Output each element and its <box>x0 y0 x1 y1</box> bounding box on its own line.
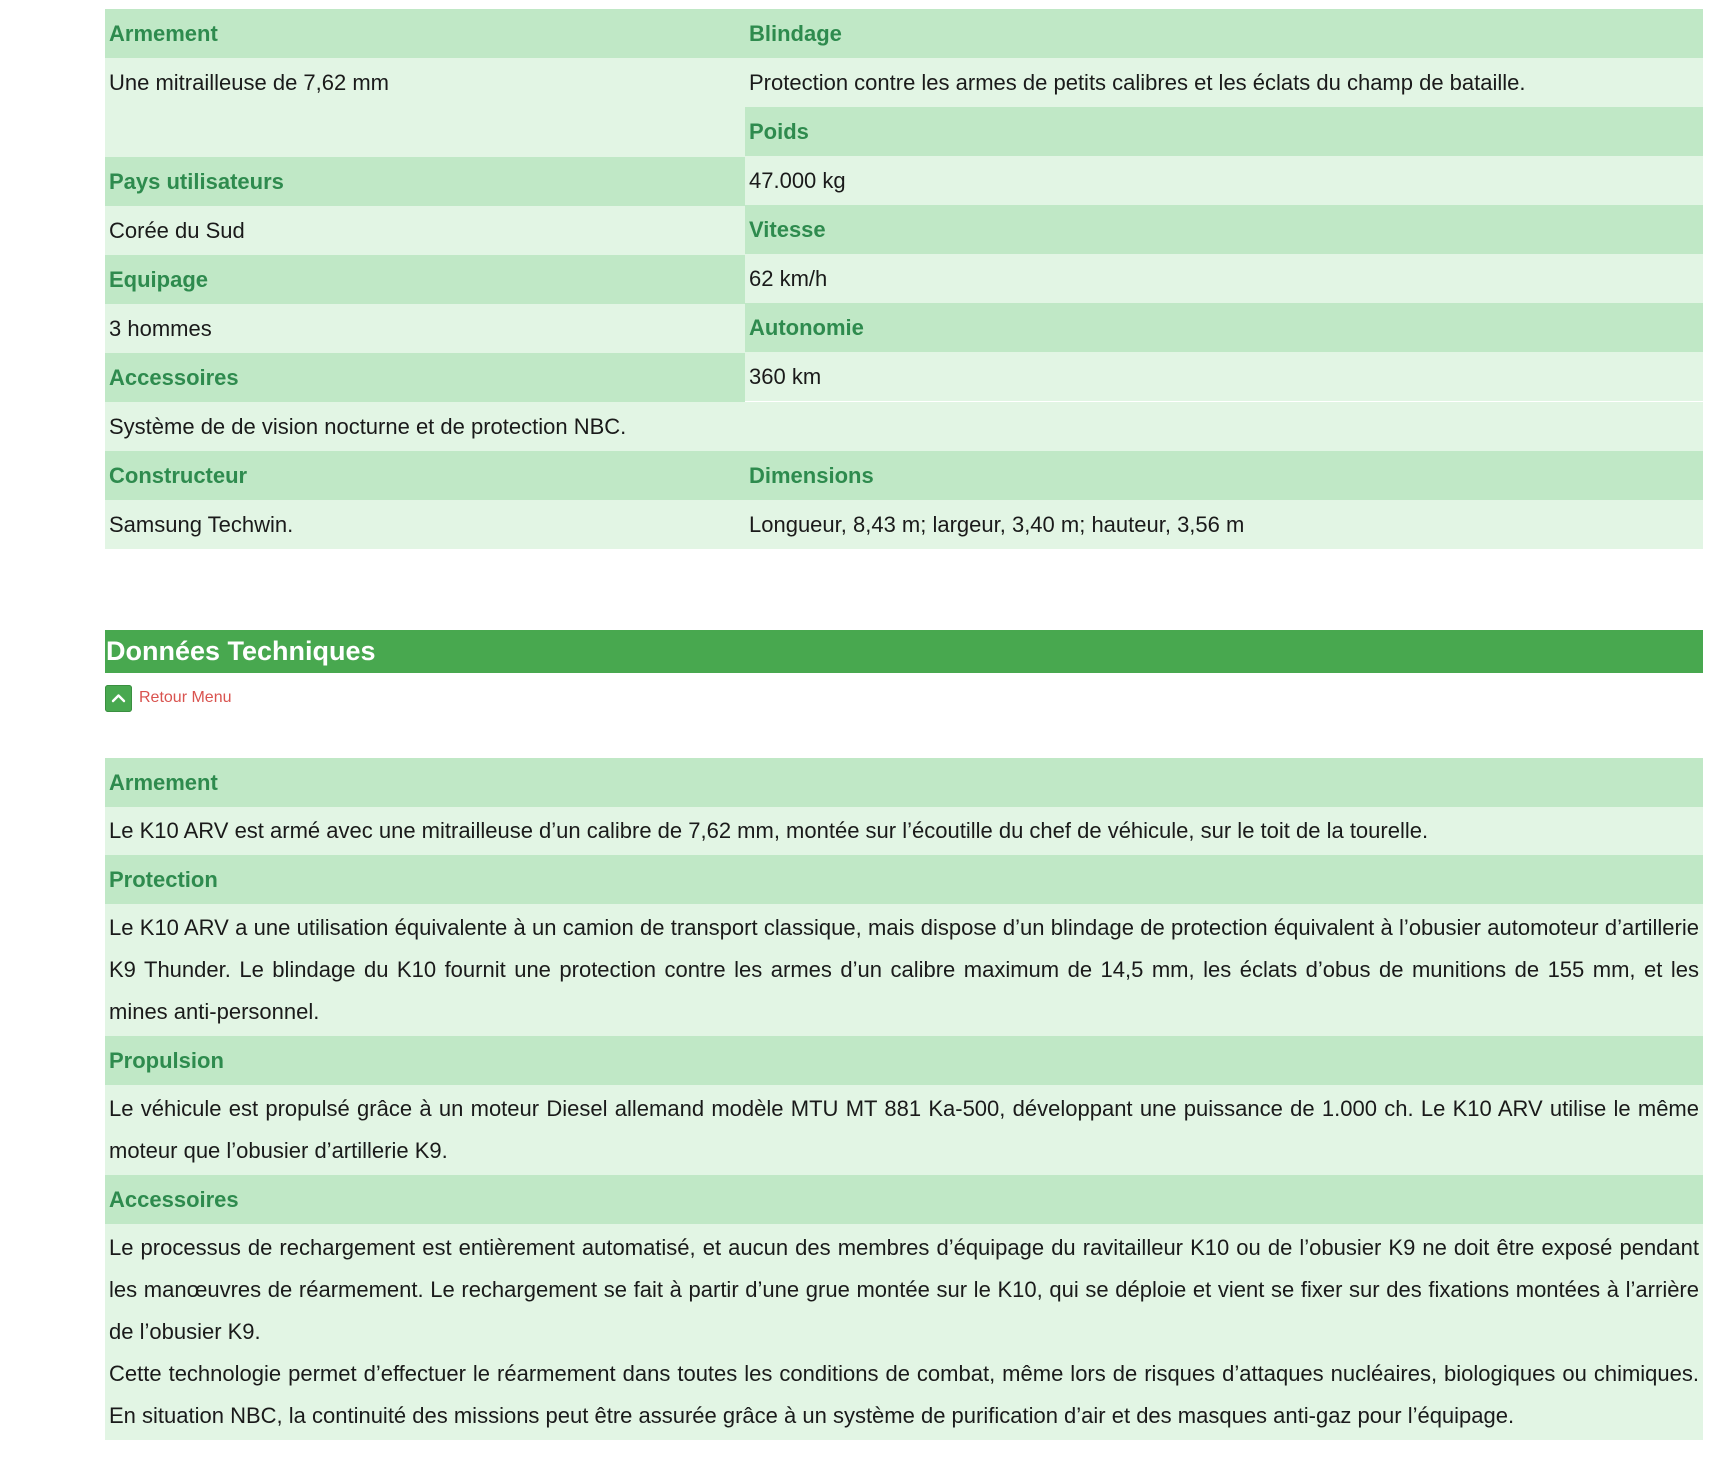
spec-label-armement: Armement <box>105 9 745 58</box>
spec-label-dimensions: Dimensions <box>745 451 1703 500</box>
spec-label-pays: Pays utilisateurs <box>105 157 745 206</box>
specs-grid <box>105 9 1703 402</box>
tech-paragraph: Le véhicule est propulsé grâce à un moteur Diesel allemand modèle MTU MT 881 Ka-500, développant une puissance de 1.000 ch. Le K10 ARV utilise le même moteur que l’obusier d’artillerie K9. <box>109 1096 1699 1163</box>
specs-row-constructeur-dimensions <box>105 451 1703 549</box>
tech-section-heading: Armement <box>105 758 1703 807</box>
spec-label-equipage: Equipage <box>105 255 745 304</box>
spec-value-constructeur: Samsung Techwin. <box>105 500 745 549</box>
tech-section-body <box>105 807 1703 855</box>
spec-label-vitesse: Vitesse <box>745 205 1703 254</box>
spec-label-accessoires: Accessoires <box>105 353 745 402</box>
tech-paragraph: Cette technologie permet d’effectuer le réarmement dans toutes les conditions de combat, même lors de risques d’attaques nucléaires, biologiques ou chimiques. En situation NBC, la continuité des missions peut être assurée grâce à un système de purification d’air et des masques anti-gaz pour l’équipage. <box>109 1361 1699 1428</box>
spec-value-equipage: 3 hommes <box>105 304 745 353</box>
technical-sections <box>105 758 1703 1440</box>
spec-value-pays: Corée du Sud <box>105 206 745 255</box>
spec-value-armement: Une mitrailleuse de 7,62 mm <box>105 58 745 157</box>
spec-label-autonomie: Autonomie <box>745 303 1703 352</box>
tech-paragraph: Le K10 ARV a une utilisation équivalente à un camion de transport classique, mais dispose d’un blindage de protection équivalent à l’obusier automoteur d’artillerie K9 Thunder. Le blindage du K10 fournit une protection contre les armes d’un calibre maximum de 14,5 mm, les éclats d’obus de munitions de 155 mm, et les mines anti-personnel. <box>109 915 1699 1024</box>
tech-section-heading: Propulsion <box>105 1036 1703 1085</box>
tech-section-body <box>105 1085 1703 1175</box>
specs-left-column <box>105 9 745 402</box>
section-title-donnees-techniques: Données Techniques <box>105 630 1703 673</box>
spec-value-blindage: Protection contre les armes de petits calibres et les éclats du champ de bataille. <box>745 58 1703 107</box>
tech-section-body <box>105 904 1703 1036</box>
spec-value-accessoires: Système de de vision nocturne et de protection NBC. <box>105 402 1703 451</box>
spec-value-autonomie: 360 km <box>745 352 1703 401</box>
specs-table <box>105 9 1703 549</box>
tech-paragraph: Le processus de rechargement est entièrement automatisé, et aucun des membres d’équipage du ravitailleur K10 ou de l’obusier K9 ne doit être exposé pendant les manœuvres de réarmement. Le rechargement se fait à partir d’une grue montée sur le K10, qui se déploie et vient se fixer sur des fixations montées à l’arrière de l’obusier K9. <box>109 1235 1699 1344</box>
spec-label-poids: Poids <box>745 107 1703 156</box>
back-to-menu-label[interactable]: Retour Menu <box>139 689 232 706</box>
tech-paragraph: Le K10 ARV est armé avec une mitrailleuse d’un calibre de 7,62 mm, montée sur l’écoutille du chef de véhicule, sur le toit de la tourelle. <box>109 818 1429 843</box>
spec-label-constructeur: Constructeur <box>105 451 745 500</box>
specs-right-column <box>745 9 1703 402</box>
spec-value-poids: 47.000 kg <box>745 156 1703 205</box>
spec-value-vitesse: 62 km/h <box>745 254 1703 303</box>
spec-value-dimensions: Longueur, 8,43 m; largeur, 3,40 m; hauteur, 3,56 m <box>745 500 1703 549</box>
back-to-menu-link[interactable] <box>105 684 232 712</box>
tech-section-body <box>105 1224 1703 1440</box>
tech-section-heading: Protection <box>105 855 1703 904</box>
spec-label-blindage: Blindage <box>745 9 1703 58</box>
tech-section-heading: Accessoires <box>105 1175 1703 1224</box>
chevron-up-icon <box>105 685 132 712</box>
specs-right-bottom <box>745 451 1703 549</box>
specs-left-bottom <box>105 451 745 549</box>
